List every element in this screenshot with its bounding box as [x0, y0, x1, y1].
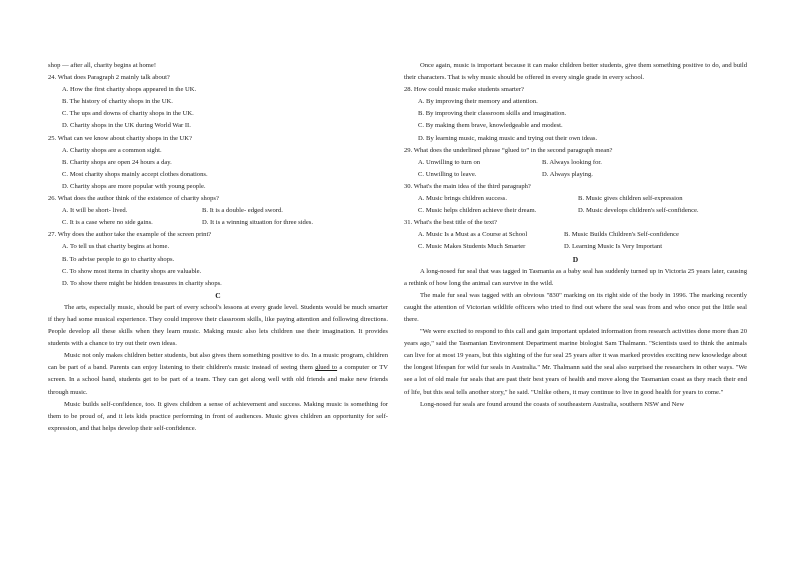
question-25: [48, 133, 388, 193]
option-d: D. Charity shops are more popular with young people.: [62, 182, 206, 190]
option-d: D. It is a winning situation for three sides.: [202, 219, 313, 227]
question-stem: 25. What can we know about charity shops in the UK?: [48, 134, 192, 142]
option-b: B. Music gives children self-expression: [578, 195, 683, 203]
option-d: D. To show there might be hidden treasures in charity shops.: [62, 279, 222, 287]
left-column: [48, 60, 388, 435]
option-a: A. How the first charity shops appeared in the UK.: [62, 86, 197, 94]
question-26: [48, 193, 388, 229]
option-b: B. To advise people to go to charity shops.: [62, 255, 175, 263]
right-column: [404, 60, 747, 411]
paragraph-text: Music not only makes children better students, but also gives them something positive to do. In a music program, children can be part of a band. Parents can enjoy listening to their children's music instead of seeing them: [48, 352, 388, 372]
section-heading-d: D: [572, 254, 579, 264]
option-b: B. Charity shops are open 24 hours a day.: [62, 158, 172, 166]
option-b: B. Always looking for.: [542, 158, 602, 166]
passage-d-paragraph-3: "We were excited to respond to this call and gain important updated information from research activities done more than 20 years ago," said the Tasmanian Environment Department marine biologist Sam Thalmann. "Scientists used to think the animals can live for at most 19 years, but this sighting of the fur seal 25 years after it was marked provides exciting new knowledge about the longest lifespan for wild fur seals in Australia." Mr. Thalmann said the seal also surprised the researchers in other ways. "We see a lot of old male fur seals that are past their best years of health and move along the Tasmanian coast as they reach their end of life, but this seal tells another story," he said. "Unlike others, it may continue to live in good health for years to come.": [404, 328, 747, 396]
option-b: B. It is a double- edged sword.: [202, 207, 283, 215]
option-a: A. By improving their memory and attention.: [418, 98, 538, 106]
passage-c-paragraph-1: The arts, especially music, should be part of every school's lessons at every grade level. Students would be much smarter if they had some musical experience. They could improve their classroom skills, like paying attention and following directions. People develop all these skills when they learn music. Making music also lets children use their imagination. It provides students with a chance to try out their own ideas.: [48, 303, 388, 348]
question-stem: 29. What does the underlined phrase “glued to” in the second paragraph mean?: [404, 146, 613, 154]
option-c: C. Most charity shops mainly accept clothes donations.: [62, 170, 208, 178]
paragraph-text: a computer or TV screen. In a school band, students get to be part of a team. They can get along well with old friends and make new friends through music.: [48, 364, 388, 396]
question-stem: 30. What's the main idea of the third paragraph?: [404, 182, 531, 190]
question-24: [48, 72, 388, 132]
passage-c-paragraph-2: [48, 350, 388, 398]
question-28: [404, 84, 747, 144]
option-a: A. Music Is a Must as a Course at School: [418, 231, 528, 239]
option-d: D. Learning Music Is Very Important: [564, 243, 663, 251]
option-b: B. Music Builds Children's Self-confidence: [564, 231, 679, 239]
passage-c-paragraph-4: Once again, music is important because it can make children better students, give them something positive to do, and build their characters. That is why music should be offered in every single grade in every school.: [404, 62, 747, 82]
option-c: C. Music helps children achieve their dream.: [418, 207, 537, 215]
option-d: D. By learning music, making music and trying out their own ideas.: [418, 134, 598, 142]
option-a: A. It will be short- lived.: [62, 207, 128, 215]
underlined-phrase: glued to: [315, 364, 338, 372]
option-a: A. Charity shops are a common sight.: [62, 146, 162, 154]
question-29: [404, 145, 747, 181]
option-c: C. By making them brave, knowledgeable and modest.: [418, 122, 563, 130]
option-a: A. Music brings children success.: [418, 195, 507, 203]
option-b: B. By improving their classroom skills and imagination.: [418, 110, 567, 118]
option-a: A. To tell us that charity begins at home.: [62, 243, 170, 251]
option-c: C. Music Makes Students Much Smarter: [418, 243, 526, 251]
passage-d-paragraph-4: Long-nosed fur seals are found around the coasts of southeastern Australia, southern NSW and New: [420, 400, 685, 408]
option-c: C. It is a case where no side gains.: [62, 219, 153, 227]
question-stem: 26. What does the author think of the existence of charity shops?: [48, 195, 219, 203]
question-stem: 28. How could music make students smarter?: [404, 86, 524, 94]
text-line: shop — after all, charity begins at home!: [48, 62, 157, 69]
passage-d-paragraph-1: A long-nosed fur seal that was tagged in Tasmania as a baby seal has suddenly turned up in Victoria 25 years later, causing a rethink of how long the animal can survive in the wild.: [404, 267, 747, 287]
option-c: C. Unwilling to leave.: [418, 170, 477, 178]
question-31: [404, 217, 747, 253]
passage-c-paragraph-3: Music builds self-confidence, too. It gives children a sense of achievement and success. Making music is something for them to be proud of, and it lets kids practice performing in front of audiences. Music gives children an opportunity for self-expression, and that helps develop their self-confidence.: [48, 400, 388, 432]
option-b: B. The history of charity shops in the UK.: [62, 98, 173, 106]
question-30: [404, 181, 747, 217]
option-d: D. Always playing.: [542, 170, 593, 178]
question-stem: 31. What's the best title of the text?: [404, 219, 497, 227]
option-c: C. To show most items in charity shops are valuable.: [62, 267, 202, 275]
option-d: D. Charity shops in the UK during World War II.: [62, 122, 191, 130]
question-27: [48, 229, 388, 289]
question-stem: 24. What does Paragraph 2 mainly talk about?: [48, 74, 170, 82]
option-c: C. The ups and downs of charity shops in the UK.: [62, 110, 194, 118]
section-heading-c: C: [215, 290, 221, 300]
option-a: A. Unwilling to turn on: [418, 158, 481, 166]
question-stem: 27. Why does the author take the example of the screen print?: [48, 231, 212, 239]
option-d: D. Music develops children's self-confidence.: [578, 207, 699, 215]
passage-d-paragraph-2: The male fur seal was tagged with an obvious "830" marking on its right side of the body in 1996. The marking recently caught the attention of Victorian wildlife officers who tried to find out where the seal was from and who once put the little seal there.: [404, 291, 747, 323]
